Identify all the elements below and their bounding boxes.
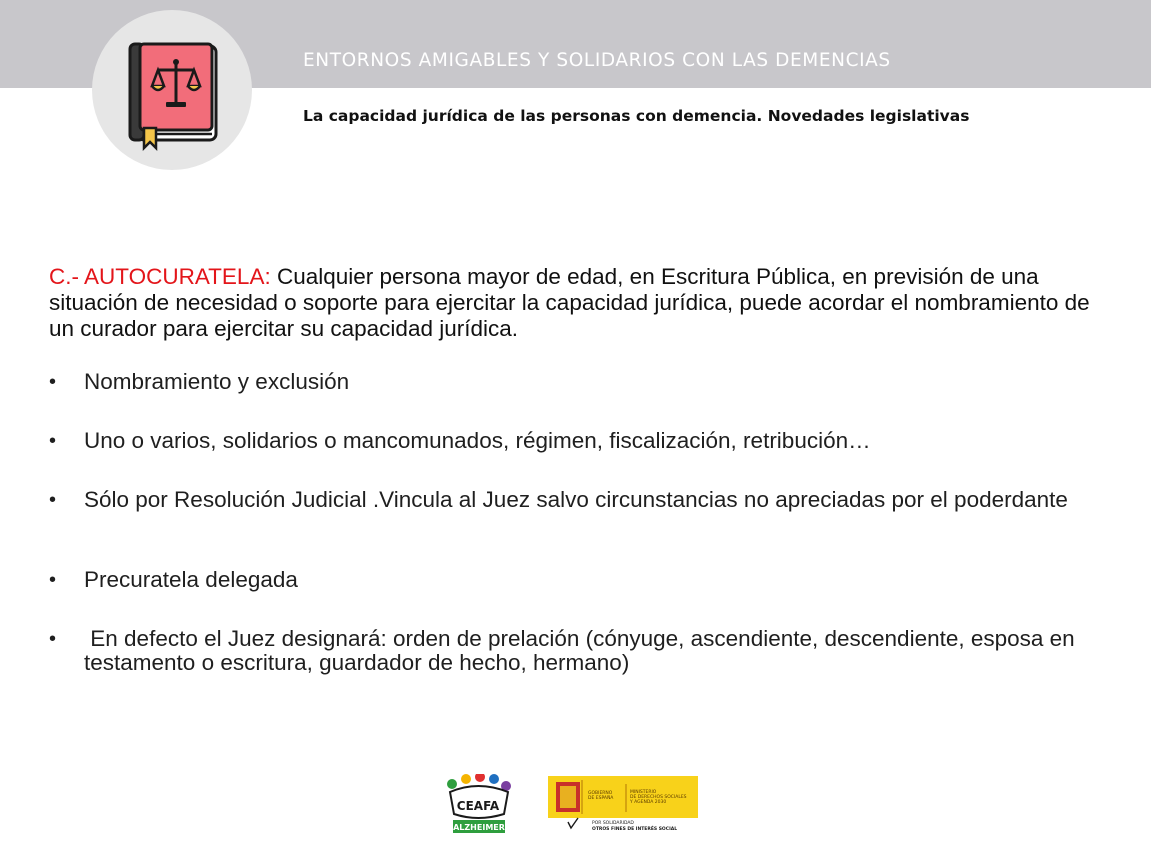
gov-line-1: GOBIERNO	[588, 791, 613, 796]
list-item-text: Nombramiento y exclusión	[84, 369, 350, 394]
list-item-text: Sólo por Resolución Judicial .Vincula al Juez salvo circunstancias no apreciadas por el poderdante	[84, 487, 1068, 512]
header-subtitle: La capacidad jurídica de las personas con demencia. Novedades legislativas	[303, 107, 970, 125]
ceafa-logo-sub: ALZHEIMER	[453, 823, 505, 832]
intro-text: Cualquier persona mayor de edad, en Escritura Pública, en previsión de una situación de necesidad o soporte para ejercitar la capacidad jurídica, puede acordar el nombramiento de un curador para ejercitar su capacidad jurídica.	[49, 264, 1090, 341]
section-label: C.- AUTOCURATELA:	[49, 264, 271, 289]
bullet-marker: •	[49, 489, 57, 511]
bullet-marker: •	[49, 628, 57, 650]
law-book-icon	[92, 10, 252, 170]
min-line-2: DE DERECHOS SOCIALES	[630, 795, 687, 800]
bullet-marker: •	[49, 371, 57, 393]
list-item-text: Precuratela delegada	[84, 567, 298, 592]
bullet-marker: •	[49, 430, 57, 452]
header-title: ENTORNOS AMIGABLES Y SOLIDARIOS CON LAS DEMENCIAS	[303, 50, 891, 71]
ceafa-logo-name: CEAFA	[456, 799, 500, 813]
government-logo	[548, 776, 698, 834]
min-line-3: Y AGENDA 2030	[630, 800, 667, 805]
list-item-text: Uno o varios, solidarios o mancomunados, régimen, fiscalización, retribución…	[84, 428, 871, 453]
list-item-text: En defecto el Juez designará: orden de prelación (cónyuge, ascendiente, descendiente, esposa en testamento o escritura, guardador de hecho, hermano)	[84, 626, 1081, 675]
sol-line-2: OTROS FINES DE INTERÉS SOCIAL	[592, 827, 678, 832]
gov-line-2: DE ESPAÑA	[588, 796, 614, 801]
intro-paragraph	[49, 264, 1119, 342]
header-icon-circle	[92, 10, 252, 170]
ceafa-logo	[440, 774, 516, 836]
sol-line-1: POR SOLIDARIDAD	[592, 821, 634, 826]
min-line-1: MINISTERIO	[630, 790, 657, 795]
bullet-marker: •	[49, 569, 57, 591]
